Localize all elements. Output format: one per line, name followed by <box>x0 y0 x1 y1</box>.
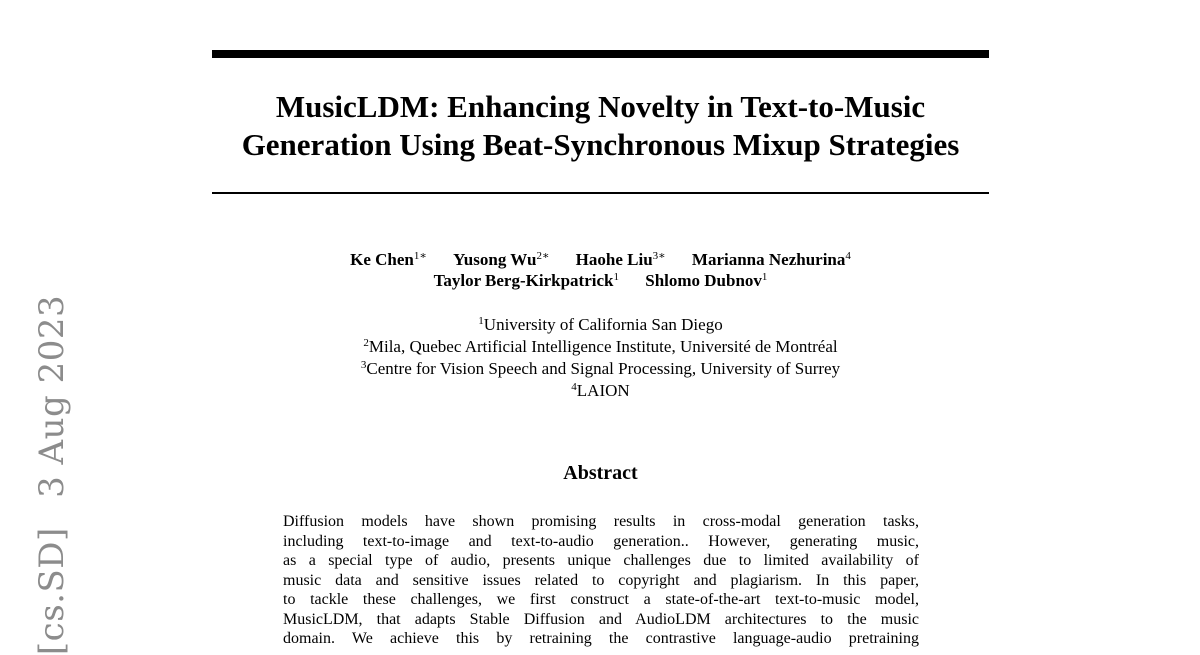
affiliation-mark: 1 <box>478 315 484 327</box>
abstract-line: Diffusion models have shown promising results in cross-modal generation tasks, <box>283 513 919 530</box>
affiliation <box>212 336 989 358</box>
author-affiliation-mark: 1 <box>761 271 768 283</box>
affiliation-text: Centre for Vision Speech and Signal Processing, University of Surrey <box>366 359 841 378</box>
affiliation-mark: 4 <box>571 381 577 393</box>
abstract-line: as a special type of audio, presents unique challenges due to limited availability of <box>283 552 919 569</box>
title-line: Generation Using Beat-Synchronous Mixup Strategies <box>241 127 960 162</box>
author-affiliation-mark: 2∗ <box>536 250 550 262</box>
author <box>453 249 549 270</box>
paper-title <box>212 88 989 164</box>
affiliation-mark: 3 <box>360 359 367 371</box>
author-line-1 <box>212 249 989 270</box>
author-line-2 <box>212 270 989 291</box>
title-line: MusicLDM: Enhancing Novelty in Text-to-Music <box>275 89 926 124</box>
author-affiliation-mark: 4 <box>845 250 851 262</box>
abstract-body <box>283 512 919 649</box>
affiliation-text: Mila, Quebec Artificial Intelligence Institute, Université de Montréal <box>368 337 838 356</box>
abstract-heading: Abstract <box>563 462 638 484</box>
author <box>434 270 619 291</box>
author-list <box>212 249 989 291</box>
abstract-line: including text-to-image and text-to-audio generation.. However, generating music, <box>283 532 919 550</box>
abstract-line: to tackle these challenges, we first construct a state-of-the-art text-to-music model, <box>283 591 919 608</box>
author-name: Shlomo Dubnov <box>645 271 762 290</box>
author <box>350 249 427 270</box>
affiliation <box>212 358 989 380</box>
author-name: Haohe Liu <box>575 250 653 269</box>
author-name: Taylor Berg-Kirkpatrick <box>433 271 614 290</box>
author-name: Ke Chen <box>350 250 414 269</box>
affiliation <box>212 314 989 336</box>
author-name: Marianna Nezhurina <box>691 250 846 269</box>
abstract-line: MusicLDM, that adapts Stable Diffusion and AudioLDM architectures to the music <box>283 610 919 628</box>
arxiv-date: 3 Aug 2023 <box>32 294 72 498</box>
affiliation-text: University of California San Diego <box>483 315 723 334</box>
author-affiliation-mark: 3∗ <box>652 250 666 262</box>
author <box>576 249 666 270</box>
affiliation-mark: 2 <box>363 337 369 349</box>
arxiv-category: [cs.SD] <box>32 527 72 655</box>
abstract-line: domain. We achieve this by retraining the contrastive language-audio pretraining <box>283 630 919 647</box>
author <box>645 270 767 291</box>
abstract-line: music data and sensitive issues related to copyright and plagiarism. In this paper, <box>283 571 919 589</box>
title-top-rule <box>212 50 989 58</box>
affiliation <box>212 380 989 402</box>
author-affiliation-mark: 1 <box>613 271 619 283</box>
arxiv-side-stamp <box>32 295 72 655</box>
title-bottom-rule <box>212 192 989 194</box>
affiliation-list <box>212 314 989 402</box>
author-affiliation-mark: 1∗ <box>413 250 427 262</box>
author <box>692 249 851 270</box>
affiliation-text: LAION <box>576 381 630 400</box>
author-name: Yusong Wu <box>453 250 537 269</box>
